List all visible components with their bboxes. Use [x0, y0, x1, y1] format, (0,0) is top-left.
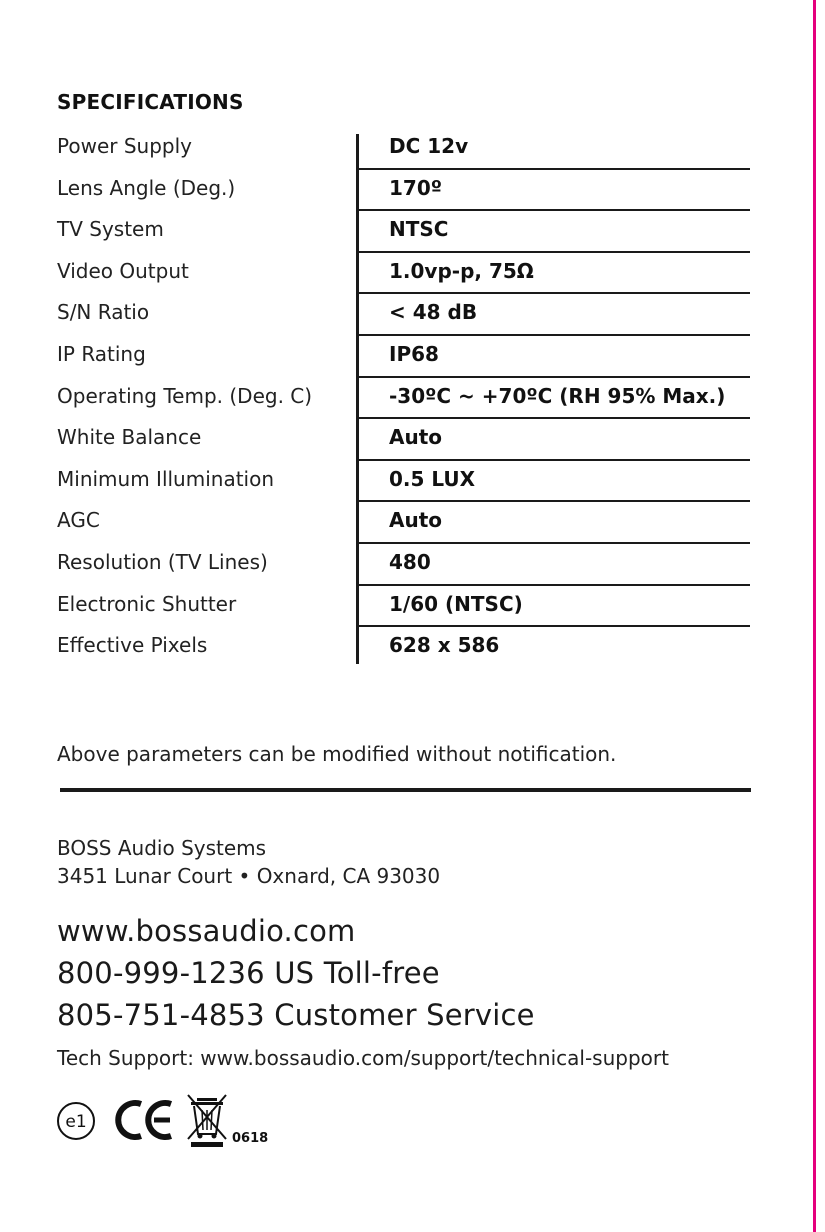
spec-label: Minimum Illumination: [57, 466, 275, 491]
section-divider: [60, 788, 751, 792]
spec-value: NTSC: [389, 217, 449, 242]
spec-row: [57, 461, 750, 503]
e1-mark-text: e1: [65, 1112, 87, 1132]
spec-value: 628 x 586: [389, 633, 500, 658]
spec-label: Resolution (TV Lines): [57, 549, 268, 574]
spec-value: 480: [389, 549, 431, 574]
spec-row: [57, 294, 750, 336]
company-address: 3451 Lunar Court • Oxnard, CA 93030: [57, 864, 441, 888]
certification-number: 0618: [232, 1131, 269, 1146]
spec-label: Lens Angle (Deg.): [57, 175, 236, 200]
e1-mark-icon: [55, 1100, 97, 1142]
spec-value: IP68: [389, 341, 439, 366]
spec-row: [57, 170, 750, 212]
spec-label: Power Supply: [57, 134, 192, 158]
spec-value: 1/60 (NTSC): [389, 591, 523, 616]
spec-row: [57, 544, 750, 586]
spec-row: [57, 419, 750, 461]
spec-row: [57, 211, 750, 253]
spec-value: 0.5 LUX: [389, 466, 476, 491]
company-name: BOSS Audio Systems: [57, 836, 267, 860]
spec-label: S/N Ratio: [57, 300, 150, 325]
parameters-notice: Above parameters can be modified without notification.: [57, 742, 617, 766]
spec-label: Operating Temp. (Deg. C): [57, 383, 313, 408]
spec-value: DC 12v: [389, 134, 469, 158]
spec-label: Electronic Shutter: [57, 591, 237, 616]
spec-label: Video Output: [57, 258, 189, 283]
spec-value: Auto: [389, 425, 443, 450]
table-column-divider: [356, 134, 359, 664]
spec-row: [57, 128, 750, 170]
spec-label: White Balance: [57, 425, 202, 450]
weee-bin-icon: [183, 1092, 231, 1148]
spec-value: 170º: [389, 175, 443, 200]
spec-row: [57, 253, 750, 295]
spec-value: 1.0vp-p, 75Ω: [389, 258, 534, 283]
toll-free-phone[interactable]: 800-999-1236 US Toll-free: [57, 956, 440, 990]
spec-label: Effective Pixels: [57, 633, 208, 658]
spec-row: [57, 378, 750, 420]
spec-row: [57, 586, 750, 628]
tech-support-link[interactable]: Tech Support: www.bossaudio.com/support/technical-support: [57, 1046, 669, 1070]
spec-row: [57, 502, 750, 544]
website-link[interactable]: www.bossaudio.com: [57, 914, 356, 948]
spec-table: [57, 128, 750, 669]
customer-service-phone[interactable]: 805-751-4853 Customer Service: [57, 998, 535, 1032]
spec-value: < 48 dB: [389, 300, 478, 325]
spec-row: [57, 336, 750, 378]
specifications-heading: SPECIFICATIONS: [57, 90, 244, 114]
spec-label: TV System: [57, 217, 164, 242]
spec-label: IP Rating: [57, 341, 146, 366]
spec-value: -30ºC ~ +70ºC (RH 95% Max.): [389, 383, 726, 408]
spec-value: Auto: [389, 508, 443, 533]
spec-label: AGC: [57, 508, 100, 533]
edge-accent-line: [813, 0, 816, 1232]
ce-mark-icon: [113, 1096, 177, 1144]
spec-row: [57, 627, 750, 669]
